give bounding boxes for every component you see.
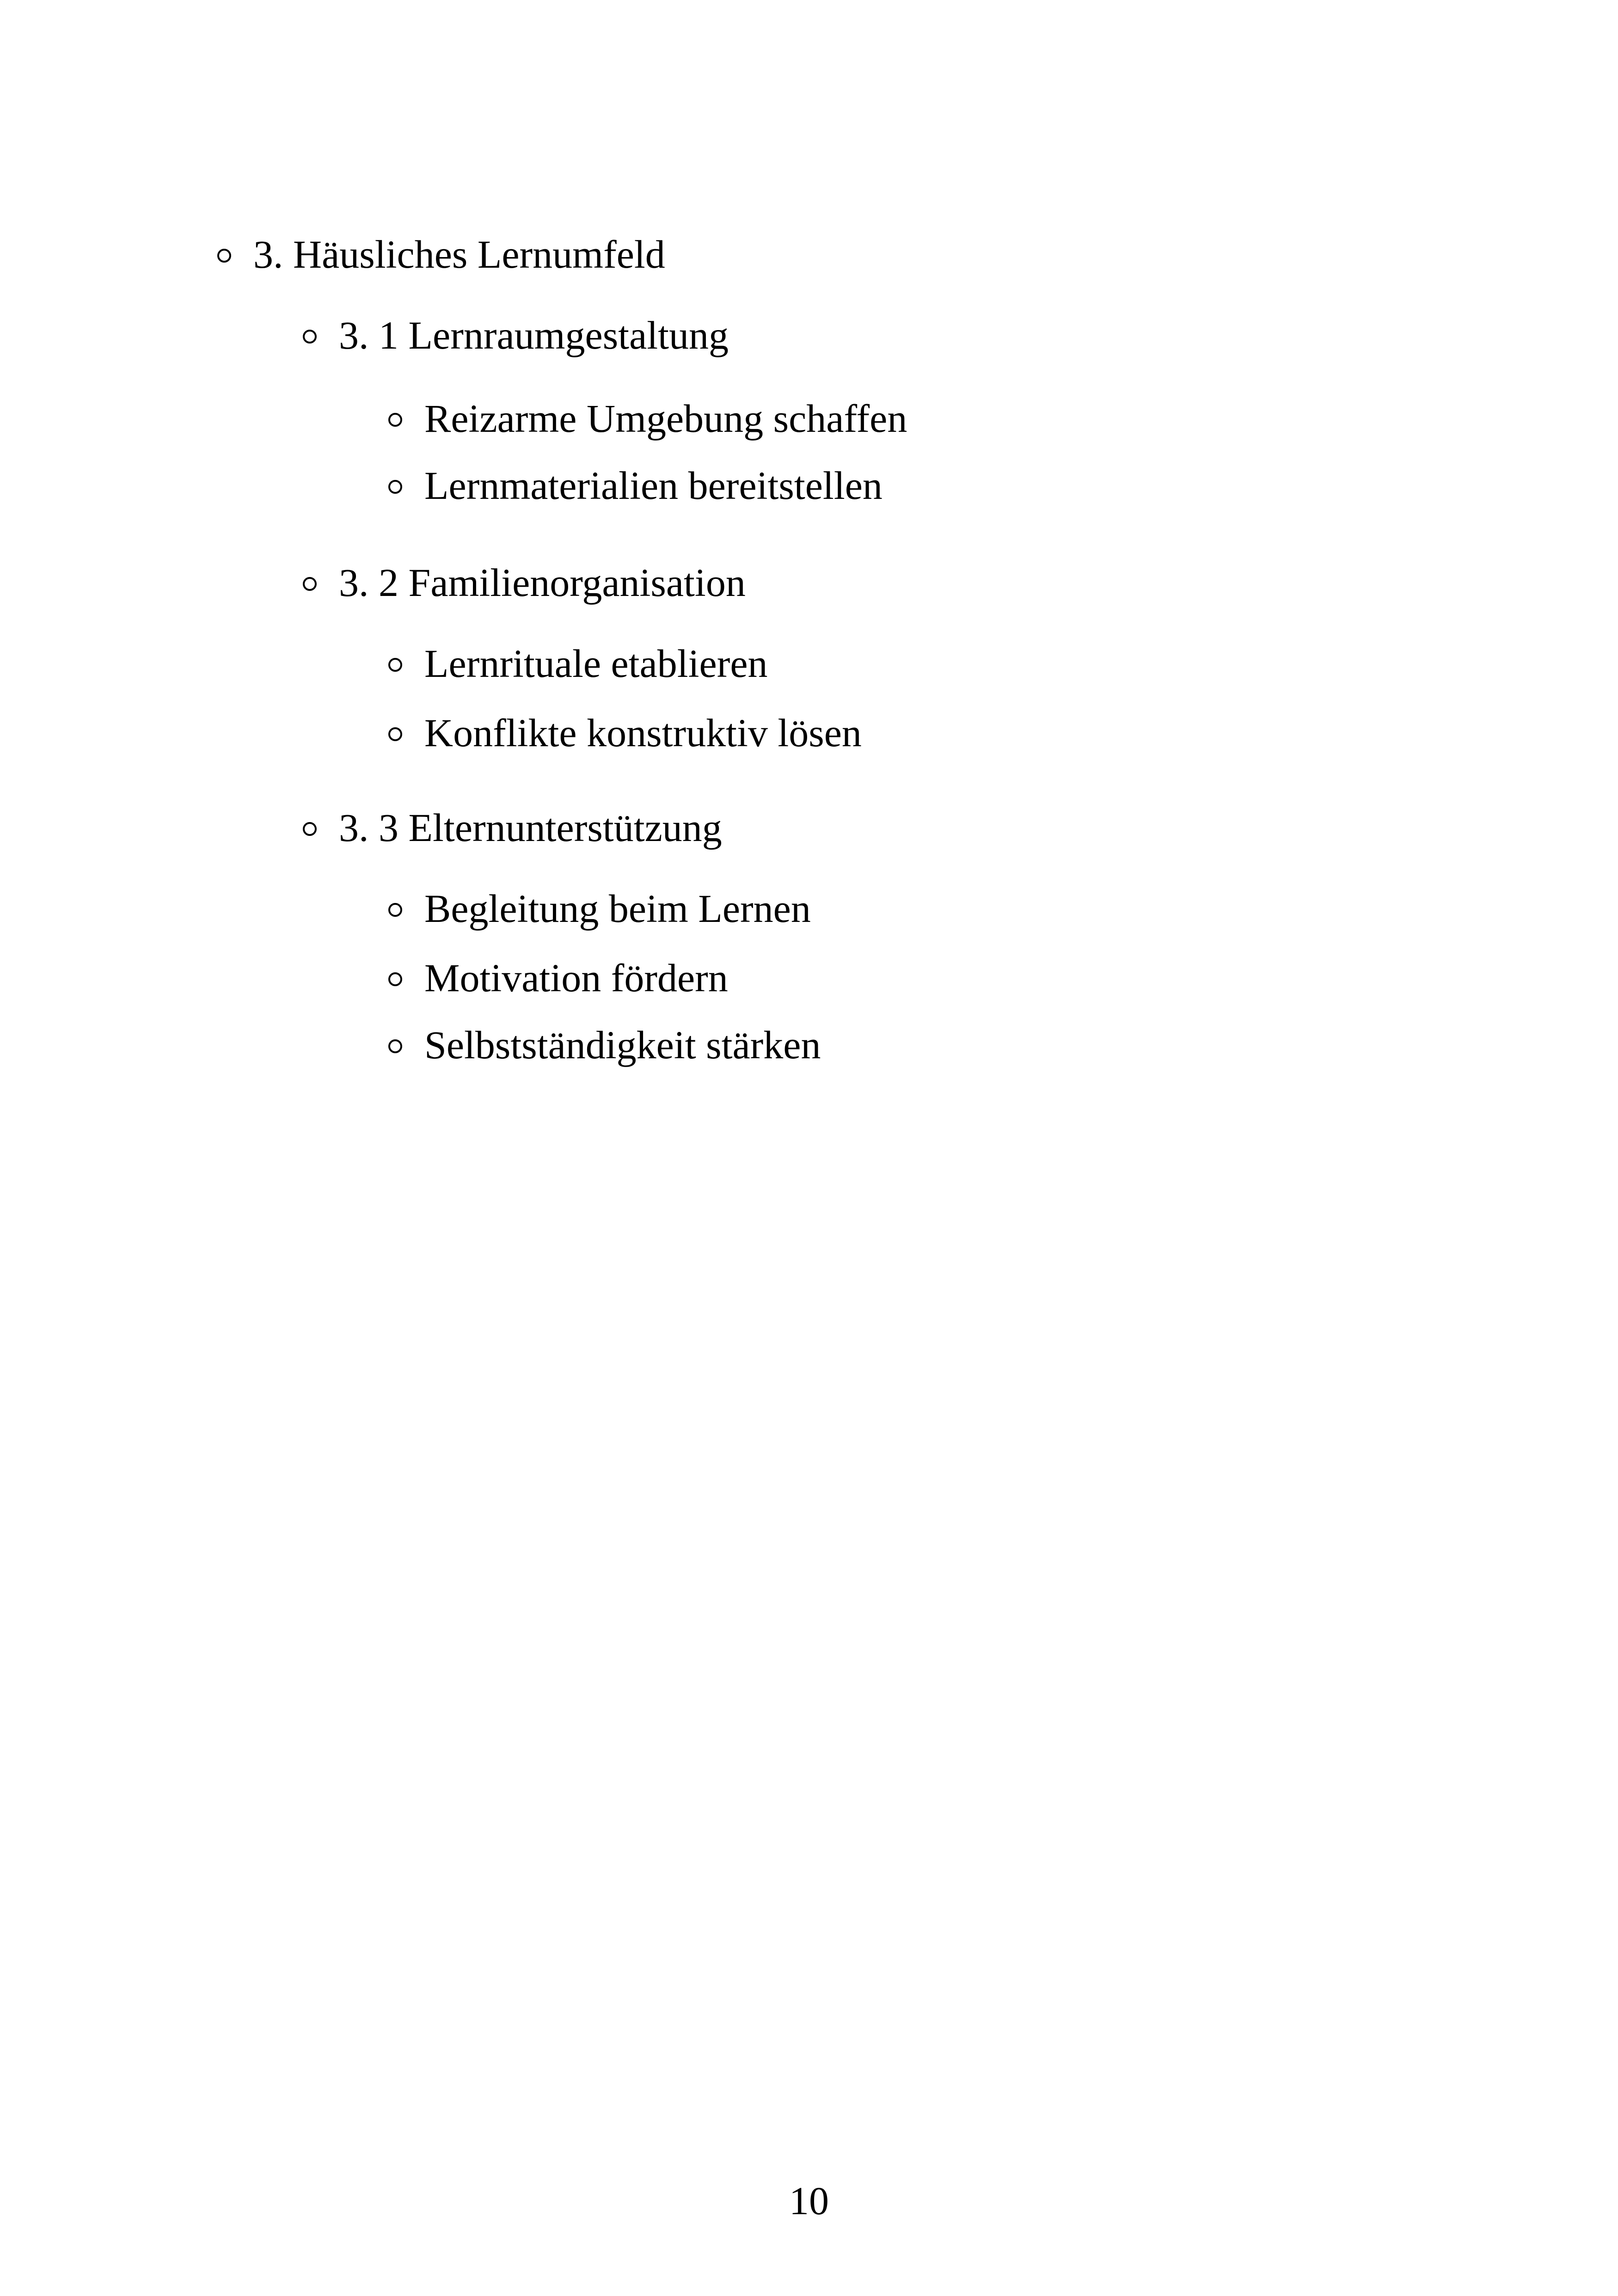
subsection-heading: 3. 1 Lernraumgestaltung xyxy=(339,313,729,357)
hollow-circle-icon xyxy=(303,577,317,591)
list-item: Begleitung beim Lernen xyxy=(424,886,811,931)
list-item: Lernmaterialien bereitstellen xyxy=(424,463,883,508)
hollow-circle-icon xyxy=(388,658,402,672)
hollow-circle-icon xyxy=(388,1039,402,1053)
list-item: Motivation fördern xyxy=(424,956,728,1000)
list-item: Selbstständigkeit stärken xyxy=(424,1023,821,1067)
list-item: Konflikte konstruktiv lösen xyxy=(424,711,862,755)
outline-item-level-3 xyxy=(388,391,907,446)
page-number: 10 xyxy=(789,2179,829,2223)
outline-item-level-3 xyxy=(388,705,862,761)
outline-item-level-3 xyxy=(388,458,883,513)
hollow-circle-icon xyxy=(217,249,231,263)
outline-item-level-2 xyxy=(303,800,722,855)
outline-item-level-2 xyxy=(303,555,746,610)
subsection-heading: 3. 2 Familienorganisation xyxy=(339,560,746,605)
hollow-circle-icon xyxy=(303,330,317,344)
hollow-circle-icon xyxy=(388,727,402,741)
subsection-heading: 3. 3 Elternunterstützung xyxy=(339,805,722,850)
outline-item-level-3 xyxy=(388,636,768,691)
list-item: Reizarme Umgebung schaffen xyxy=(424,396,907,441)
hollow-circle-icon xyxy=(303,822,317,836)
hollow-circle-icon xyxy=(388,480,402,494)
section-heading: 3. Häusliches Lernumfeld xyxy=(253,232,665,276)
hollow-circle-icon xyxy=(388,972,402,986)
outline-item-level-3 xyxy=(388,881,811,936)
outline-item-level-3 xyxy=(388,1017,821,1073)
outline-item-level-3 xyxy=(388,950,728,1006)
outline-item-level-2 xyxy=(303,307,729,363)
hollow-circle-icon xyxy=(388,413,402,427)
outline-item-level-1 xyxy=(217,227,665,282)
hollow-circle-icon xyxy=(388,903,402,917)
list-item: Lernrituale etablieren xyxy=(424,641,768,686)
